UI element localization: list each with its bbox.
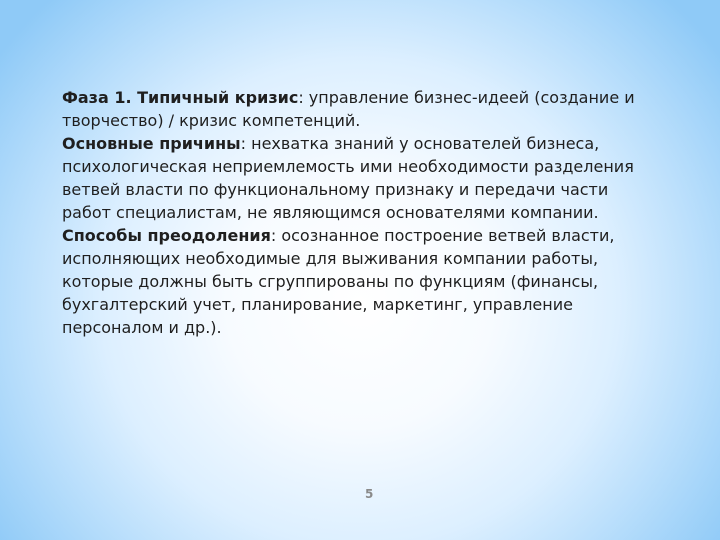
solutions-text: : осознанное построение ветвей власти, исполняющих необходимые для выживания компании работы, которые должны быть сгруппированы по функциям (финансы, бухгалтерский учет, планирование, маркетинг, управление персоналом и др.). [62, 226, 615, 337]
solutions-heading: Способы преодоления [62, 226, 271, 245]
solutions-paragraph [62, 224, 662, 339]
phase-text: : управление бизнес-идеей (создание и творчество) / кризис компетенций. [62, 88, 635, 130]
page-number: 5 [365, 487, 374, 501]
phase-heading: Фаза 1. Типичный кризис [62, 88, 299, 107]
causes-paragraph [62, 132, 662, 224]
slide-content [62, 86, 662, 339]
causes-text: : нехватка знаний у основателей бизнеса, психологическая неприемлемость ими необходимости разделения ветвей власти по функциональному признаку и передачи части работ специалистам, не являющимся основателями компании. [62, 134, 634, 222]
causes-heading: Основные причины [62, 134, 241, 153]
phase-paragraph [62, 86, 662, 132]
